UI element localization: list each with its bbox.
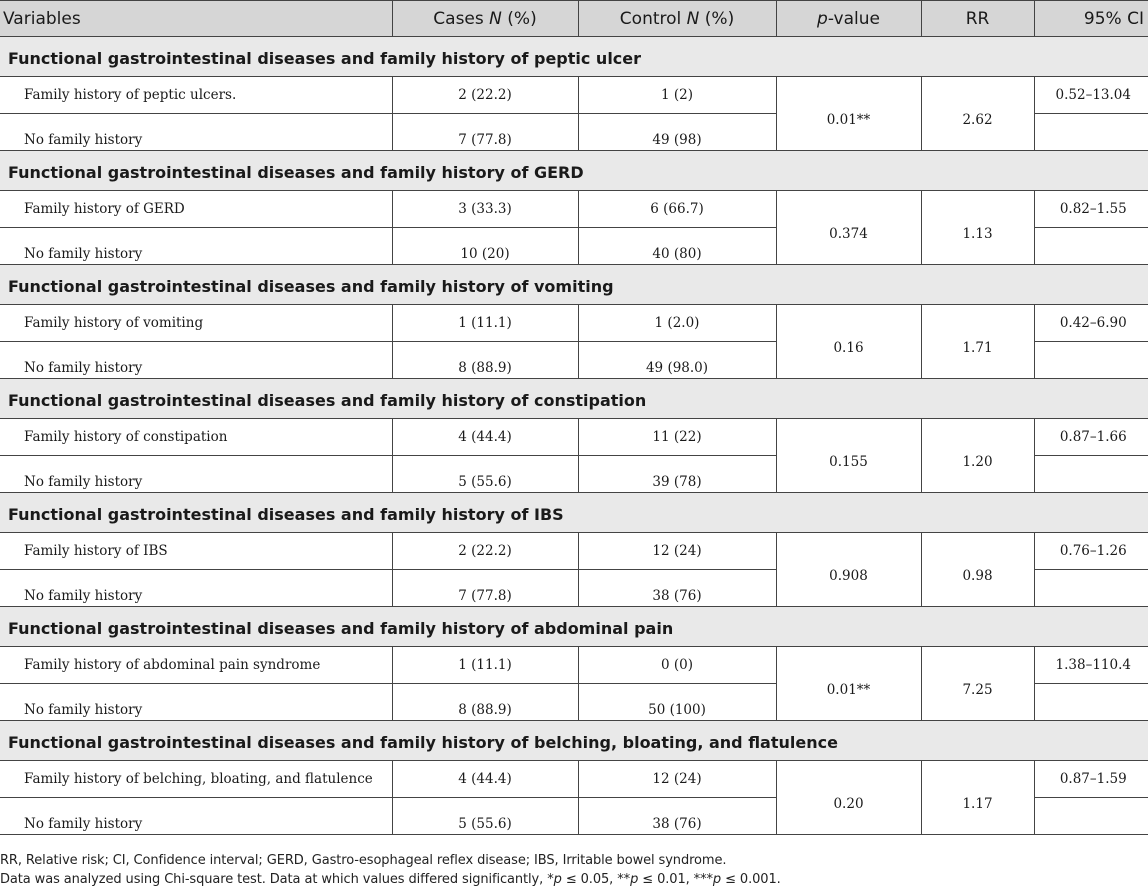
section-row [0,493,1148,533]
section-title: Functional gastrointestinal diseases and family history of peptic ulcer [0,37,1148,77]
header-variables: Variables [0,1,392,37]
row-label: Family history of IBS [0,533,392,570]
ci-empty-cell [1034,456,1148,493]
pvalue-cell: 0.16 [776,305,921,379]
row-label: No family history [0,228,392,265]
row-label: No family history [0,456,392,493]
cases-cell: 5 (55.6) [392,456,578,493]
ci-cell: 0.76–1.26 [1034,533,1148,570]
cases-cell: 10 (20) [392,228,578,265]
table-row [0,419,1148,456]
section-title: Functional gastrointestinal diseases and family history of constipation [0,379,1148,419]
control-cell: 49 (98) [578,114,776,151]
ci-empty-cell [1034,342,1148,379]
cases-cell: 4 (44.4) [392,419,578,456]
control-cell: 50 (100) [578,684,776,721]
row-label: Family history of abdominal pain syndrome [0,647,392,684]
header-pvalue: p-value [776,1,921,37]
cases-cell: 2 (22.2) [392,533,578,570]
ci-empty-cell [1034,684,1148,721]
row-label: Family history of vomiting [0,305,392,342]
table-row [0,761,1148,798]
control-cell: 6 (66.7) [578,191,776,228]
ci-empty-cell [1034,114,1148,151]
pvalue-cell: 0.01** [776,77,921,151]
row-label: Family history of belching, bloating, and flatulence [0,761,392,798]
cases-cell: 5 (55.6) [392,798,578,835]
header-control: Control N (%) [578,1,776,37]
pvalue-cell: 0.374 [776,191,921,265]
cases-cell: 4 (44.4) [392,761,578,798]
section-row [0,721,1148,761]
section-row [0,151,1148,191]
row-label: No family history [0,684,392,721]
rr-cell: 1.71 [921,305,1034,379]
ci-cell: 1.38–110.4 [1034,647,1148,684]
row-label: No family history [0,114,392,151]
section-title: Functional gastrointestinal diseases and family history of GERD [0,151,1148,191]
section-row [0,607,1148,647]
control-cell: 1 (2) [578,77,776,114]
ci-cell: 0.52–13.04 [1034,77,1148,114]
table-row [0,191,1148,228]
control-cell: 49 (98.0) [578,342,776,379]
control-cell: 1 (2.0) [578,305,776,342]
cases-cell: 7 (77.8) [392,114,578,151]
control-cell: 40 (80) [578,228,776,265]
rr-cell: 7.25 [921,647,1034,721]
control-cell: 12 (24) [578,533,776,570]
cases-cell: 3 (33.3) [392,191,578,228]
ci-cell: 0.82–1.55 [1034,191,1148,228]
control-cell: 38 (76) [578,570,776,607]
pvalue-cell: 0.155 [776,419,921,493]
cases-cell: 1 (11.1) [392,647,578,684]
control-cell: 39 (78) [578,456,776,493]
table-row [0,647,1148,684]
control-cell: 38 (76) [578,798,776,835]
rr-cell: 1.17 [921,761,1034,835]
section-title: Functional gastrointestinal diseases and family history of IBS [0,493,1148,533]
cases-cell: 7 (77.8) [392,570,578,607]
ci-empty-cell [1034,570,1148,607]
cases-cell: 8 (88.9) [392,342,578,379]
section-title: Functional gastrointestinal diseases and family history of abdominal pain [0,607,1148,647]
ci-empty-cell [1034,798,1148,835]
control-cell: 11 (22) [578,419,776,456]
ci-cell: 0.42–6.90 [1034,305,1148,342]
row-label: No family history [0,342,392,379]
ci-cell: 0.87–1.59 [1034,761,1148,798]
pvalue-cell: 0.01** [776,647,921,721]
table-row [0,305,1148,342]
footnote-statistics: Data was analyzed using Chi-square test. Data at which values differed significantly, *p ≤ 0.05, **p ≤ 0.01, ***p ≤ 0.001. [0,872,781,887]
pvalue-cell: 0.20 [776,761,921,835]
header-ci: 95% CI [1034,1,1148,37]
ci-empty-cell [1034,228,1148,265]
row-label: Family history of GERD [0,191,392,228]
control-cell: 0 (0) [578,647,776,684]
rr-cell: 1.20 [921,419,1034,493]
section-title: Functional gastrointestinal diseases and family history of belching, bloating, and flatulence [0,721,1148,761]
cases-cell: 1 (11.1) [392,305,578,342]
section-row [0,379,1148,419]
row-label: No family history [0,570,392,607]
section-row [0,265,1148,305]
cases-cell: 2 (22.2) [392,77,578,114]
footnote-abbreviations: RR, Relative risk; CI, Confidence interval; GERD, Gastro-esophageal reflex disease; IBS, Irritable bowel syndrome. [0,853,727,868]
row-label: Family history of peptic ulcers. [0,77,392,114]
header-cases: Cases N (%) [392,1,578,37]
control-cell: 12 (24) [578,761,776,798]
pvalue-cell: 0.908 [776,533,921,607]
header-row [0,1,1148,37]
rr-cell: 2.62 [921,77,1034,151]
table-row [0,77,1148,114]
ci-cell: 0.87–1.66 [1034,419,1148,456]
row-label: Family history of constipation [0,419,392,456]
rr-cell: 0.98 [921,533,1034,607]
table-row [0,533,1148,570]
rr-cell: 1.13 [921,191,1034,265]
section-title: Functional gastrointestinal diseases and family history of vomiting [0,265,1148,305]
header-rr: RR [921,1,1034,37]
row-label: No family history [0,798,392,835]
cases-cell: 8 (88.9) [392,684,578,721]
section-row [0,37,1148,77]
